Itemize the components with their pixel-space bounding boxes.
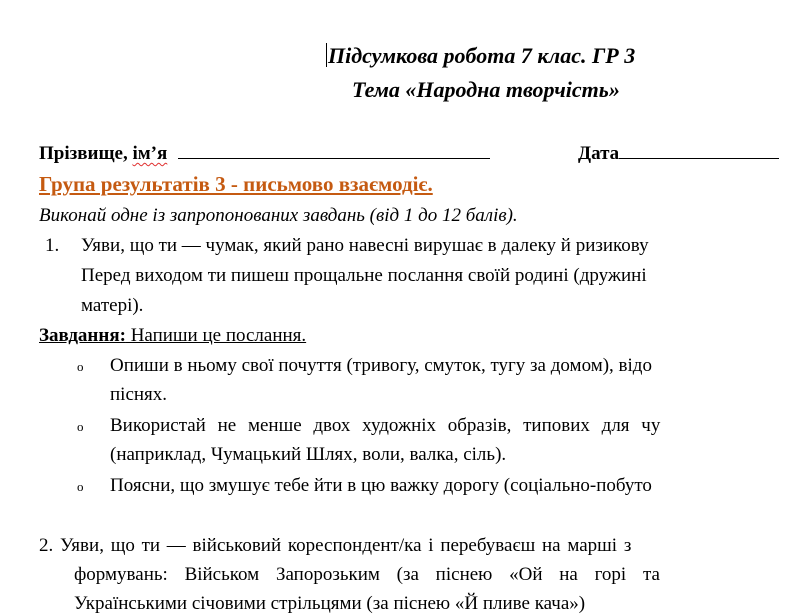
bullet-1-line-2: піснях. bbox=[110, 384, 168, 405]
title-line-2: Тема «Народна творчість» bbox=[352, 77, 620, 102]
name-blank-line[interactable] bbox=[178, 142, 490, 159]
task1-line-2: Перед виходом ти пишеш прощальне послання своїй родині (дружині bbox=[81, 265, 647, 286]
bullet-marker: o bbox=[77, 359, 84, 374]
task1-line-3: матері). bbox=[81, 295, 144, 316]
task1-line-1: Уяви, що ти — чумак, який рано навесні вирушає в далеку й ризикову bbox=[81, 235, 649, 256]
task2-line-2: формувань: Військом Запорозьким (за піснею «Ой на горі та bbox=[74, 564, 660, 585]
name-label: Прізвище, bbox=[39, 143, 133, 164]
task2-line-3: Українськими січовими стрільцями (за піснею «Й пливе кача») bbox=[74, 593, 586, 614]
bullet-2-line-1: Використай не менше двох художніх образів, типових для чу bbox=[110, 415, 661, 436]
bullet-marker: o bbox=[77, 479, 84, 494]
assignment-text: Напиши це послання. bbox=[125, 325, 307, 346]
text-cursor bbox=[326, 43, 327, 67]
task2-line-1: 2. Уяви, що ти — військовий кореспондент/ка і перебуваєш на марші з bbox=[39, 535, 632, 556]
date-field bbox=[578, 142, 779, 166]
assignment-label: Завдання: bbox=[39, 325, 126, 346]
task1-number: 1. bbox=[45, 235, 60, 256]
name-field bbox=[39, 142, 490, 166]
bullet-1-line-1: Опиши в ньому свої почуття (тривогу, смуток, тугу за домом), відо bbox=[110, 355, 652, 376]
group-heading: Група результатів 3 - письмово взаємодіє. bbox=[39, 172, 433, 196]
bullet-marker: o bbox=[77, 419, 84, 434]
title-line-1: Підсумкова робота 7 клас. ГР 3 bbox=[328, 43, 636, 68]
instruction: Виконай одне із запропонованих завдань (від 1 до 12 балів). bbox=[39, 205, 518, 226]
bullet-2-line-2: (наприклад, Чумацький Шлях, воли, валка, сіль). bbox=[110, 444, 507, 465]
date-label: Дата bbox=[578, 143, 620, 164]
date-blank-line[interactable] bbox=[619, 142, 779, 159]
spellcheck-word: ім’я bbox=[132, 143, 168, 164]
assignment bbox=[39, 324, 306, 348]
bullet-3-line-1: Поясни, що змушує тебе йти в цю важку дорогу (соціально-побуто bbox=[110, 475, 652, 496]
